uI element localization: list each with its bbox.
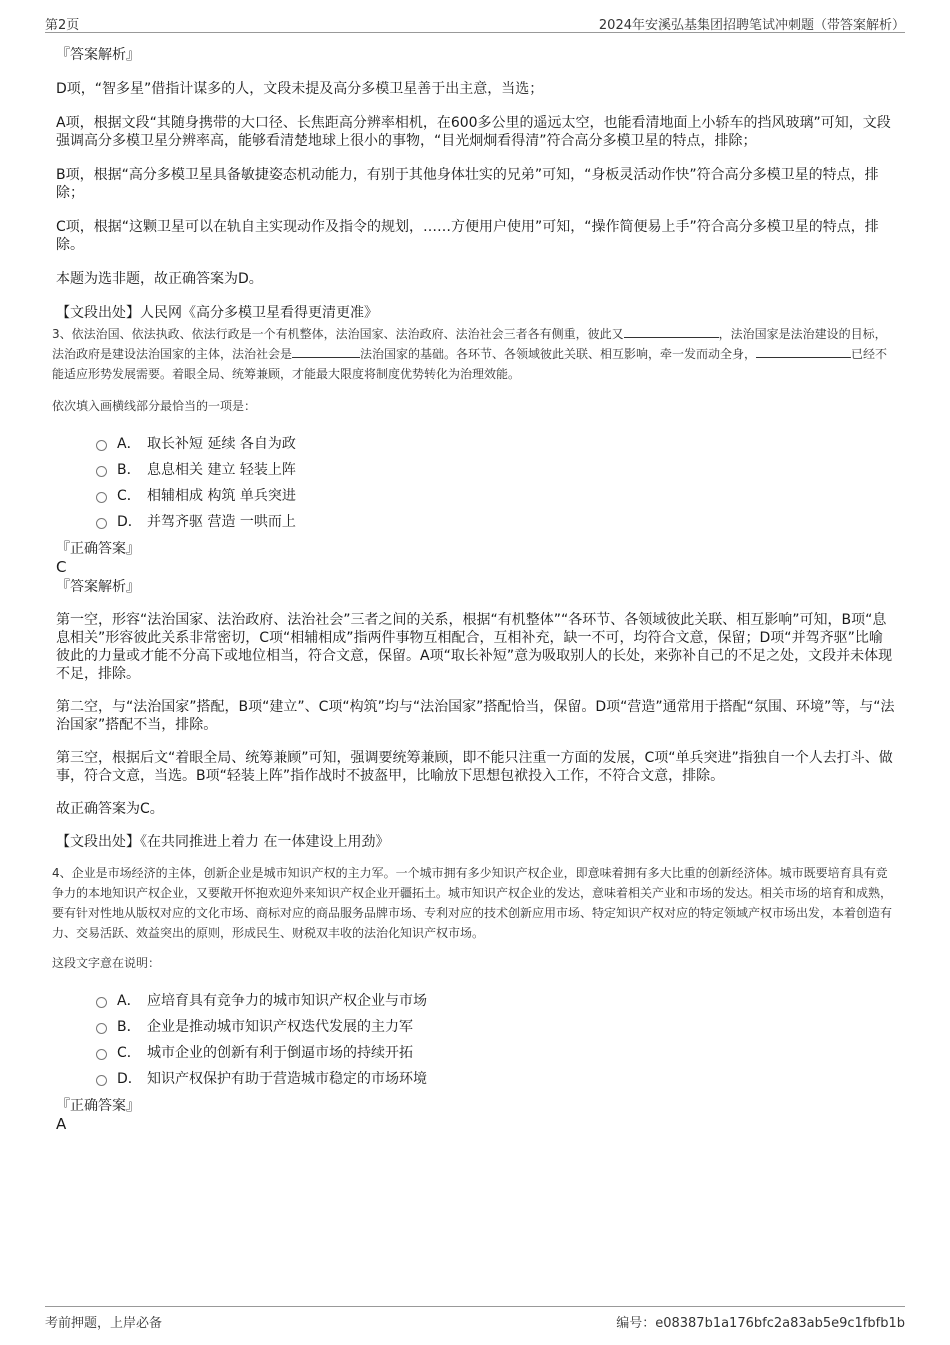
q3-analysis-label: 『答案解析』 <box>56 579 140 595</box>
q3-option-a[interactable]: A． 取长补短 延续 各自为政 <box>96 430 896 456</box>
q2-analysis-label: 『答案解析』 <box>56 47 140 63</box>
q4-option-b[interactable]: B． 企业是推动城市知识产权迭代发展的主力军 <box>96 1013 896 1039</box>
q4-stem: 4、企业是市场经济的主体，创新企业是城市知识产权的主力军。一个城市拥有多少知识产权企业，即意味着拥有多大比重的创新经济体。城市既要培育具有竞争力的本地知识产权企业，又要敞开怀抱欢迎外来知识产权企业开疆拓土。城市知识产权企业的发达，意味着相关产业和市场的发达。相关市场的培育和成熟，要有针对性地从版权对应的文化市场、商标对应的商品服务品牌市场、专利对应的技术创新应用市场、特定知识产权对应的特定领域产权市场出发，本着创造有力、交易活跃、效益突出的原则，形成民生、财税双丰收的法治化知识产权市场。 <box>52 866 893 940</box>
q3-conclusion: 故正确答案为C。 <box>56 801 164 817</box>
q3-answer: C <box>56 558 67 576</box>
q2-source: 【文段出处】人民网《高分多模卫星看得更清更准》 <box>56 305 378 321</box>
document-title: 2024年安溪弘基集团招聘笔试冲刺题（带答案解析） <box>598 18 905 33</box>
q4-option-d[interactable]: D． 知识产权保护有助于营造城市稳定的市场环境 <box>96 1065 896 1091</box>
radio-icon[interactable] <box>96 1023 107 1034</box>
q3-analysis-para: 第三空，根据后文“着眼全局、统筹兼顾”可知，强调要统筹兼顾，即不能只注重一方面的发展，C项“单兵突进”指独自一个人去打斗、做事，符合文意，当选。B项“轻装上阵”指作战时不披盔甲，比喻放下思想包袱投入工作，不符合文意，排除。 <box>56 750 893 784</box>
q3-prompt: 依次填入画横线部分最恰当的一项是： <box>52 399 257 413</box>
q3-stem: 3、依法治国、依法执政、依法行政是一个有机整体，法治国家、法治政府、法治社会三者各有侧重，彼此又 ，法治国家是法治建设的目标，法治政府是建设法治国家的主体，法治社会是 法治国家的基础。各环节、各领域彼此关联、相互影响，牵一发而动全身， 已经不能适应形势发展需要。着眼全局、统筹兼顾，才能最大限度将制度优势转化为治理效能。 <box>52 327 888 381</box>
q2-analysis-para: C项，根据“这颗卫星可以在轨自主实现动作及指令的规划，……方便用户使用”可知，“操作简便易上手”符合高分多模卫星的特点，排除。 <box>56 219 879 253</box>
q4-options <box>56 987 896 1091</box>
page-number: 第2页 <box>45 18 80 33</box>
footer-slogan: 考前押题，上岸必备 <box>45 1316 163 1331</box>
q3-option-d[interactable]: D． 并驾齐驱 营造 一哄而上 <box>96 508 896 534</box>
q3-options <box>56 430 896 534</box>
radio-icon[interactable] <box>96 518 107 529</box>
q3-analysis-para: 第二空，与“法治国家”搭配，B项“建立”、C项“构筑”均与“法治国家”搭配恰当，保留。D项“营造”通常用于搭配“氛围、环境”等，与“法治国家”搭配不当，排除。 <box>56 699 895 733</box>
q3-source: 【文段出处】《在共同推进上着力 在一体建设上用劲》 <box>56 834 390 850</box>
fill-blank <box>292 345 360 358</box>
fill-blank <box>756 345 851 358</box>
page-footer <box>45 1306 905 1329</box>
radio-icon[interactable] <box>96 440 107 451</box>
fill-blank <box>624 325 719 338</box>
q4-answer: A <box>56 1115 67 1133</box>
q4-answer-label: 『正确答案』 <box>56 1098 140 1114</box>
radio-icon[interactable] <box>96 492 107 503</box>
q3-analysis-para: 第一空，形容“法治国家、法治政府、法治社会”三者之间的关系，根据“有机整体”“各环节、各领域彼此关联、相互影响”可知，B项“息息相关”形容彼此关系非常密切，C项“相辅相成”指两件事物互相配合，互相补充，缺一不可，均符合文意，保留；D项“并驾齐驱”比喻彼此的力量或才能不分高下或地位相当，符合文意，保留。A项“取长补短”意为吸取别人的长处，来弥补自己的不足之处，文段并未体现不足，排除。 <box>56 612 893 682</box>
page-header <box>45 12 905 33</box>
q2-analysis-para: B项，根据“高分多模卫星具备敏捷姿态机动能力，有别于其他身体壮实的兄弟”可知，“身板灵活动作快”符合高分多模卫星的特点，排除； <box>56 167 879 201</box>
q4-prompt: 这段文字意在说明： <box>52 956 161 970</box>
document-id: 编号：e08387b1a176bfc2a83ab5e9c1fbfb1b <box>616 1316 905 1331</box>
q4-option-c[interactable]: C． 城市企业的创新有利于倒逼市场的持续开拓 <box>96 1039 896 1065</box>
q2-conclusion: 本题为选非题，故正确答案为D。 <box>56 271 263 287</box>
q2-analysis-para: A项，根据文段“其随身携带的大口径、长焦距高分辨率相机，在600多公里的遥远太空，也能看清地面上小轿车的挡风玻璃”可知，文段强调高分多模卫星分辨率高，能够看清楚地球上很小的事物，“目光炯炯看得清”符合高分多模卫星的特点，排除； <box>56 115 891 149</box>
radio-icon[interactable] <box>96 1049 107 1060</box>
radio-icon[interactable] <box>96 1075 107 1086</box>
radio-icon[interactable] <box>96 466 107 477</box>
document-body <box>52 46 896 1133</box>
q2-analysis-para: D项，“智多星”借指计谋多的人，文段未提及高分多模卫星善于出主意，当选； <box>56 81 544 97</box>
q3-option-b[interactable]: B． 息息相关 建立 轻装上阵 <box>96 456 896 482</box>
q3-option-c[interactable]: C． 相辅相成 构筑 单兵突进 <box>96 482 896 508</box>
radio-icon[interactable] <box>96 997 107 1008</box>
q4-option-a[interactable]: A． 应培育具有竞争力的城市知识产权企业与市场 <box>96 987 896 1013</box>
q3-answer-label: 『正确答案』 <box>56 541 140 557</box>
